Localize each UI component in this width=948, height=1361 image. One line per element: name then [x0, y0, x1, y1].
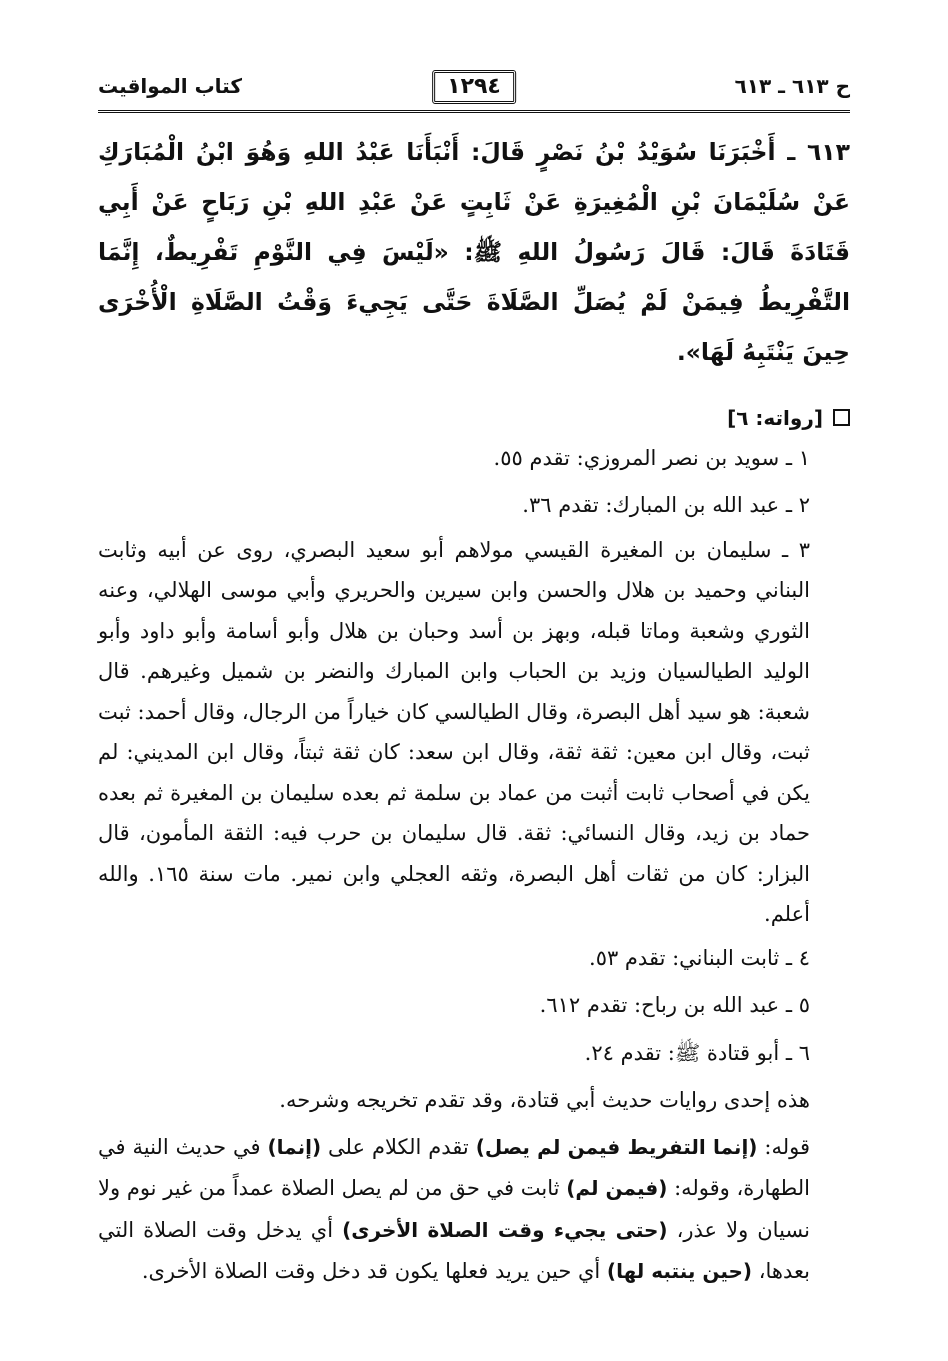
- narrators-heading: [98, 401, 850, 435]
- narrator-item: ٣ ـ سليمان بن المغيرة القيسي مولاهم أبو سعيد البصري، روى عن أبيه وثابت البناني وحميد بن هلال والحسن وابن سيرين والحريري وأبي موسى الهلالي، وعنه الثوري وشعبة وماتا قبله، وبهز بن أسد وحبان بن هلال وأبو أسامة وأبو داود وأبو الوليد الطيالسيان وزيد بن الحباب وابن المبارك والنضر بن شميل وغيرهم. قال شعبة: هو سيد أهل البصرة، وقال الطيالسي كان خياراً من الرجال، وقال أحمد: ثبت ثبت، وقال ابن معين: ثقة ثقة، وقال ابن سعد: كان ثقة ثبتاً، وقال ابن المديني: لم يكن في أصحاب ثابت أثبت من عماد بن سلمة ثم بعده سليمان بن المغيرة ثم بعده حماد بن زيد، وقال النسائي: ثقة. قال سليمان بن حرب فيه: الثقة المأمون، قال البزار: كان من ثقات أهل البصرة، وثقه العجلي وابن نمير. مات سنة ١٦٥. والله أعلم.: [98, 537, 810, 926]
- quoted-phrase: (إنما): [267, 1134, 322, 1159]
- page-number: ١٢٩٤: [432, 70, 516, 104]
- square-bullet-icon: [833, 409, 850, 426]
- narrator-item: ٦ ـ أبو قتادة ﷺ: تقدم ٢٤.: [584, 1040, 810, 1065]
- quoted-phrase: (إنما التفريط فيمن لم يصل): [475, 1134, 758, 1159]
- commentary-text: أي حين يريد فعلها يكون قد دخل وقت الصلاة الأخرى.: [141, 1259, 607, 1283]
- hadith-text: ٦١٣ ـ أَخْبَرَنَا سُوَيْدُ بْنُ نَصْرٍ قَالَ: أَنْبَأَنَا عَبْدُ اللهِ وَهُوَ ابْنُ الْمُبَارَكِ عَنْ سُلَيْمَانَ بْنِ الْمُغِيرَةِ عَنْ ثَابِتٍ عَنْ عَبْدِ اللهِ بْنِ رَبَاحٍ عَنْ أَبِي قَتَادَةَ قَالَ: قَالَ رَسُولُ اللهِ ﷺ: «لَيْسَ فِي النَّوْمِ تَفْرِيطٌ، إِنَّمَا التَّفْرِيطُ فِيمَنْ لَمْ يُصَلِّ الصَّلَاةَ حَتَّى يَجِيءَ وَقْتُ الصَّلَاةِ الْأُخْرَى حِينَ يَنْتَبِهُ لَهَا».: [98, 138, 850, 366]
- narrators-title: [رواته: ٦]: [727, 405, 823, 430]
- page-header: [98, 64, 850, 113]
- commentary-text: في حديث النية في الطهارة، وقوله:: [98, 1134, 810, 1200]
- chapter-title: كتاب المواقيت: [98, 74, 242, 98]
- commentary-text: تقدم الكلام على: [321, 1134, 476, 1159]
- commentary-paragraph: [98, 1127, 850, 1293]
- narrator-item: ٤ ـ ثابت البناني: تقدم ٥٣.: [589, 945, 810, 970]
- commentary-text: ثابت في حق من لم يصل الصلاة عمداً من غير نوم ولا نسيان ولا عذر،: [98, 1176, 810, 1242]
- narrator-item: ٥ ـ عبد الله بن رباح: تقدم ٦١٢.: [539, 993, 810, 1017]
- book-page: [98, 64, 850, 1304]
- narration-note: هذه إحدى روايات حديث أبي قتادة، وقد تقدم تخريجه وشرحه.: [279, 1088, 810, 1112]
- quoted-phrase: (حتى يجيء وقت الصلاة الأخرى): [342, 1217, 668, 1242]
- quoted-phrase: (فيمن لم): [566, 1176, 668, 1200]
- narrator-item: ٢ ـ عبد الله بن المبارك: تقدم ٣٦.: [522, 493, 810, 517]
- quoted-phrase: (حين ينتبه لها): [606, 1259, 753, 1283]
- narrator-item: ١ ـ سويد بن نصر المروزي: تقدم ٥٥.: [493, 445, 810, 470]
- commentary-text: قوله:: [757, 1134, 811, 1159]
- hadith-range: ح ٦١٣ ـ ٦١٣: [734, 74, 850, 98]
- commentary-text: أي يدخل وقت الصلاة التي بعدها،: [98, 1217, 810, 1283]
